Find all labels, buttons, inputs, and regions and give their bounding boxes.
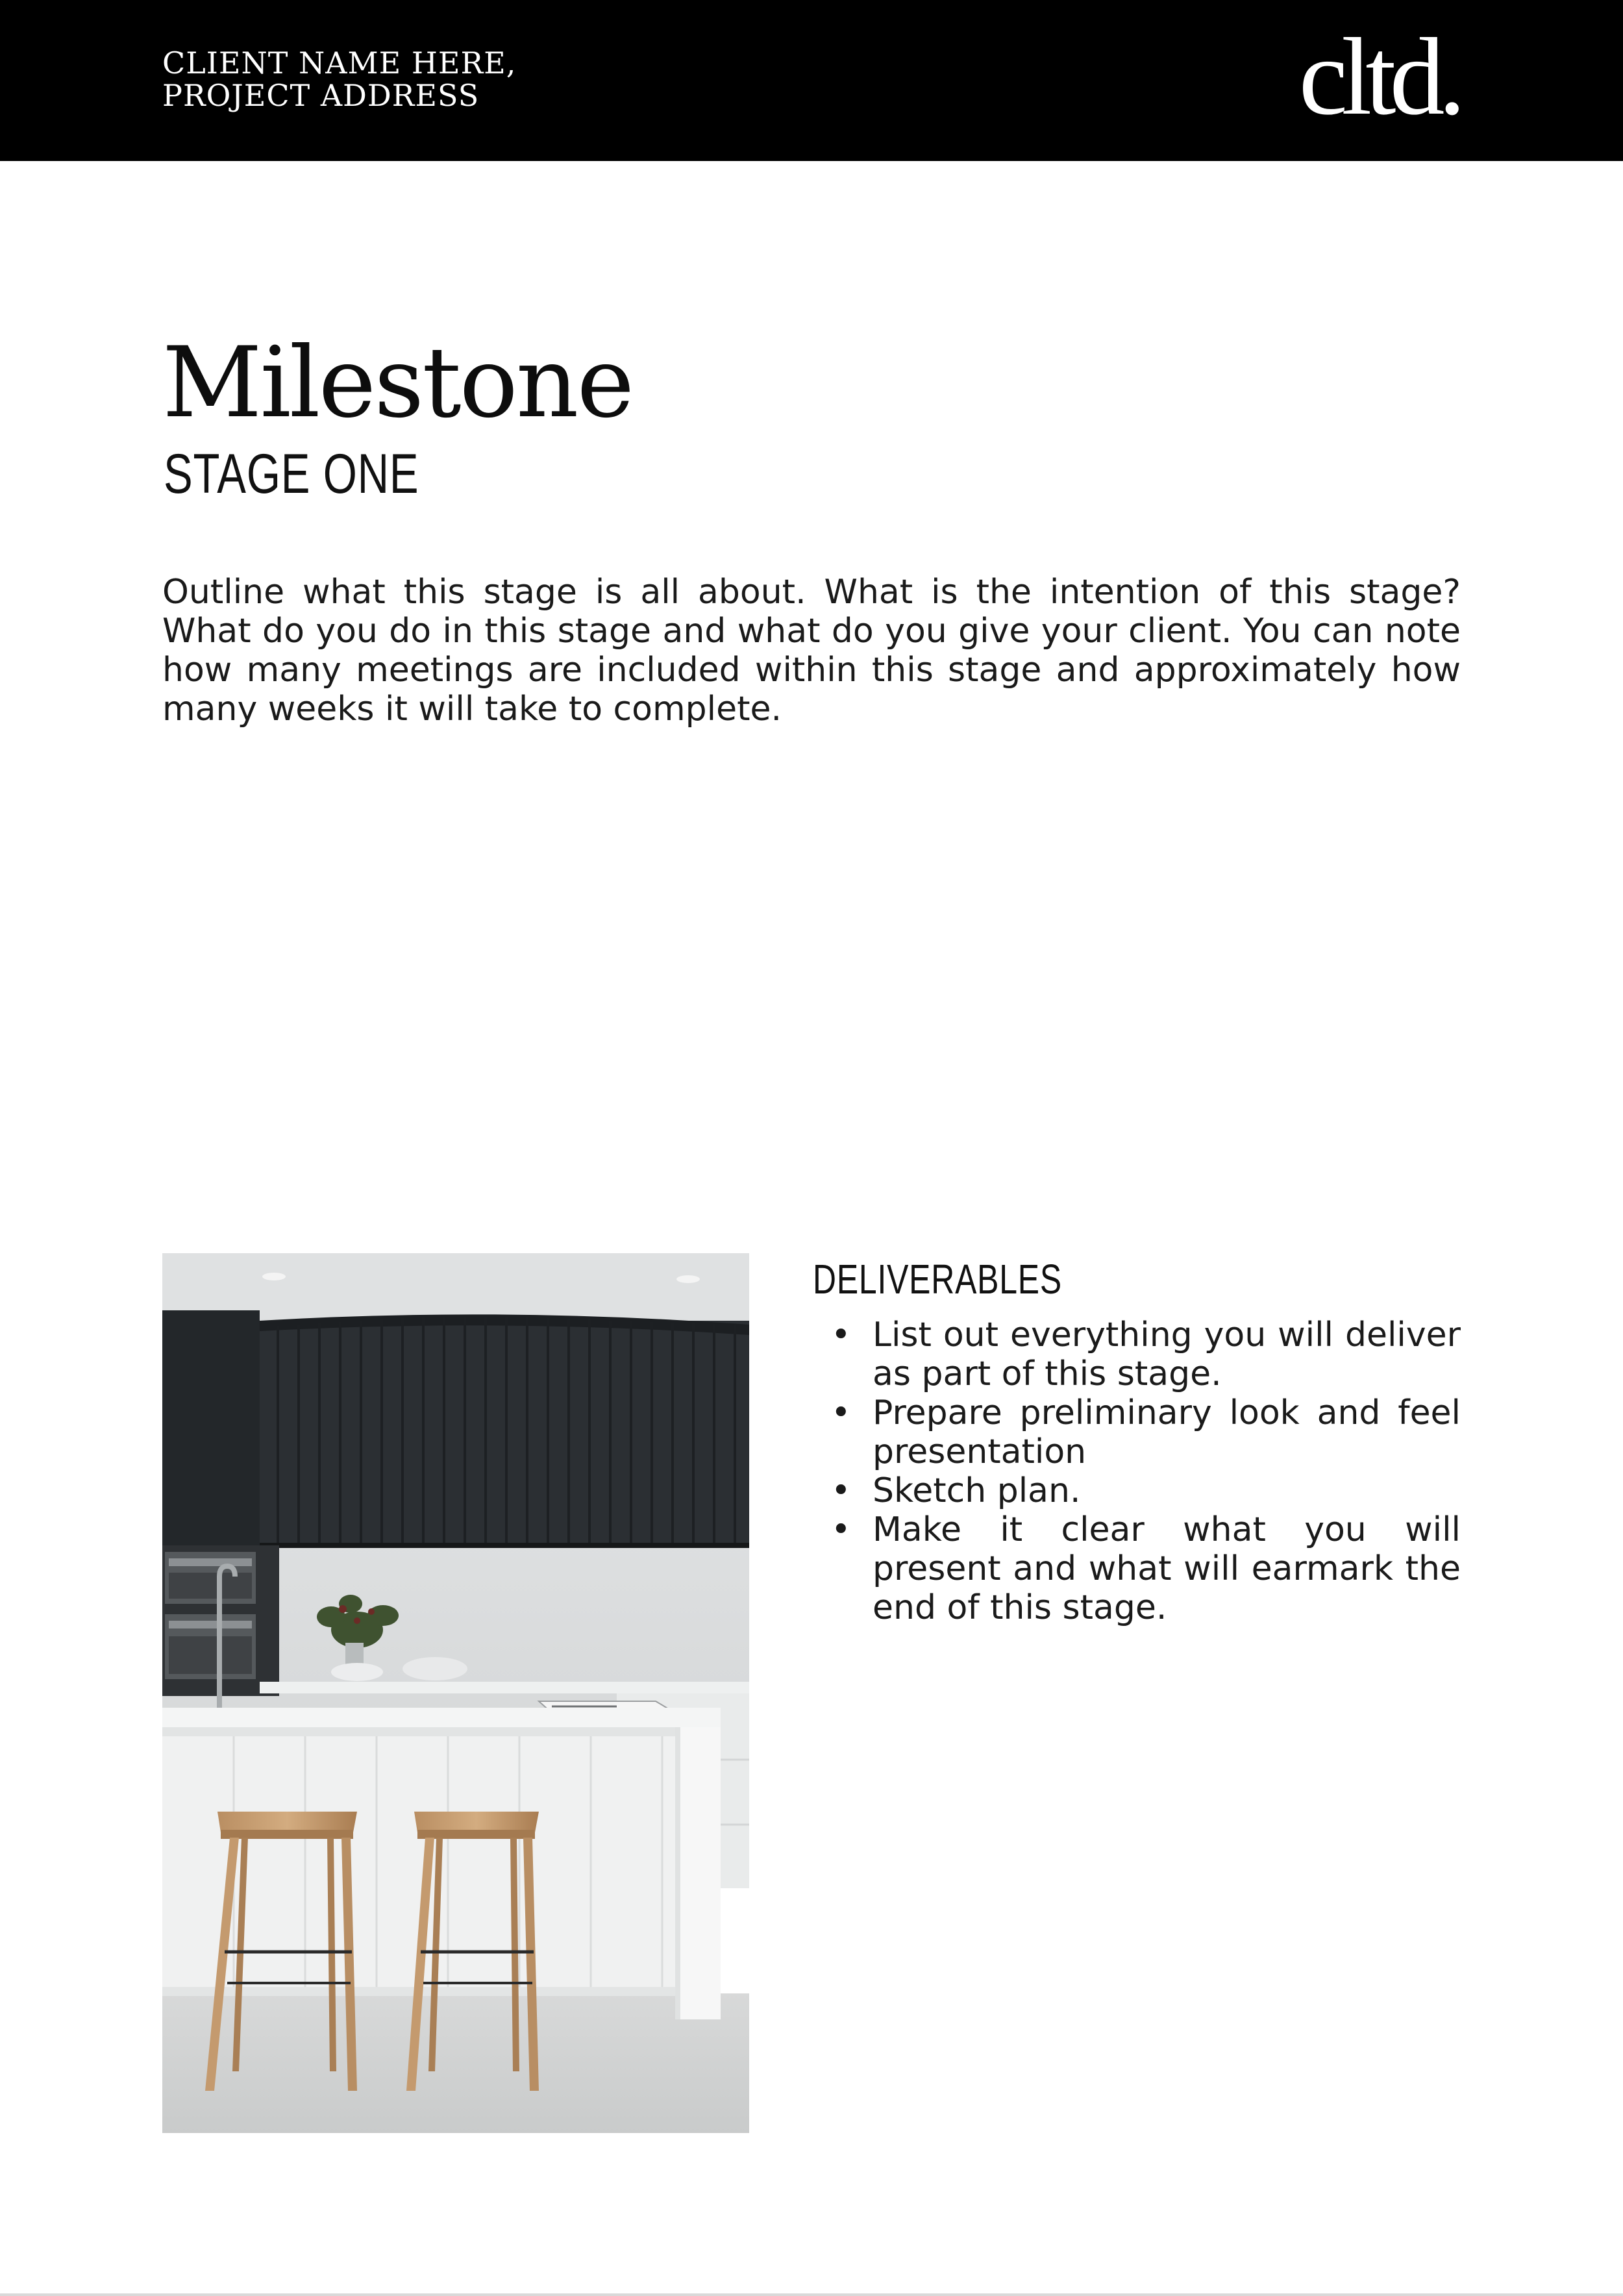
list-item-text: List out everything you will deliver as part of this stage. — [873, 1316, 1461, 1393]
client-name: CLIENT NAME HERE, — [162, 45, 517, 81]
page-bottom-divider — [0, 2293, 1623, 2296]
bullet-icon: • — [831, 1316, 851, 1354]
bullet-icon: • — [831, 1510, 851, 1549]
header-bar — [0, 0, 1623, 161]
brand-logo: cltd. — [1298, 16, 1459, 138]
stage-intro-paragraph: Outline what this stage is all about. What is the intention of this stage? What do you do in this stage and what do you give your client. You can note how many meetings are included within this stage and approximately how many weeks it will take to complete. — [162, 573, 1461, 729]
page-title: Milestone — [162, 327, 633, 440]
list-item-text: Prepare preliminary look and feel presentation — [873, 1393, 1461, 1471]
list-item-text: Sketch plan. — [873, 1471, 1081, 1510]
deliverables-heading: DELIVERABLES — [813, 1256, 1062, 1303]
list-item — [813, 1316, 1461, 1393]
project-address: PROJECT ADDRESS — [162, 78, 480, 113]
kitchen-photo — [162, 1253, 749, 2133]
bullet-icon: • — [831, 1393, 851, 1432]
client-info — [162, 47, 516, 112]
list-item — [813, 1471, 1461, 1510]
list-item — [813, 1393, 1461, 1471]
bullet-icon: • — [831, 1471, 851, 1510]
deliverables-list — [813, 1316, 1461, 1627]
list-item-text: Make it clear what you will present and what will earmark the end of this stage. — [873, 1510, 1461, 1627]
list-item — [813, 1510, 1461, 1627]
stage-subtitle: STAGE ONE — [164, 443, 419, 505]
